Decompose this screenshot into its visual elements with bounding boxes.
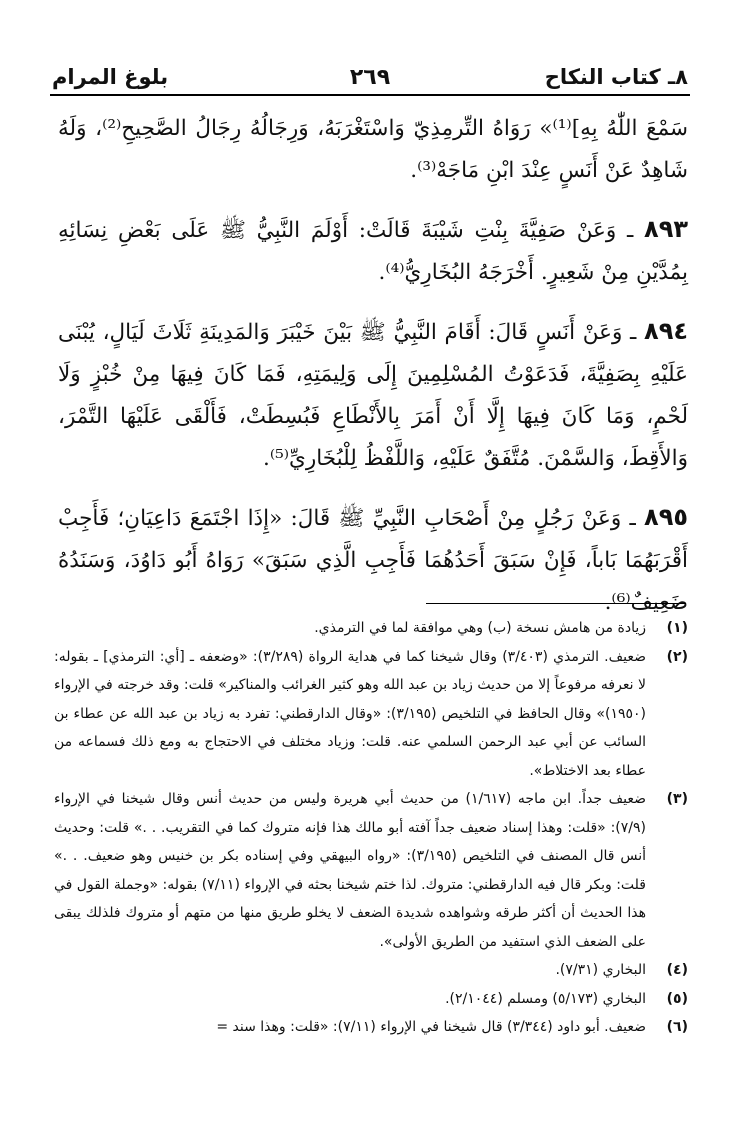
footnote-2 — [54, 643, 688, 786]
main-text — [58, 108, 688, 624]
footnote-divider — [426, 603, 686, 604]
footnote-text: زيادة من هامش نسخة (ب) وهي موافقة لما في الترمذي. — [314, 620, 646, 636]
paragraph-text: ـ وَعَنْ صَفِيَّةَ بِنْتِ شَيْبَةَ قَالَتْ: أَوْلَمَ النَّبِيُّ ﷺ عَلَى بَعْضِ نِسَائِهِ بِمُدَّيْنِ مِنْ شَعِيرٍ. أَخْرَجَهُ البُخَارِيُّ⁽⁴⁾. — [58, 218, 688, 285]
paragraph-text: ـ وَعَنْ رَجُلٍ مِنْ أَصْحَابِ النَّبِيِّ ﷺ قَالَ: «إِذَا اجْتَمَعَ دَاعِيَانِ؛ فَأَجِبْ أَقْرَبَهُمَا بَاباً، فَإِنْ سَبَقَ أَحَدُهُمَا فَأَجِبِ الَّذِي سَبَقَ» رَوَاهُ أَبُو دَاوُدَ، وَسَنَدُهُ ضَعِيفٌ⁽⁶⁾. — [58, 506, 688, 615]
footnotes — [54, 614, 688, 1042]
hadith-number: ٨٩٤ — [644, 317, 688, 345]
footnote-3 — [54, 785, 688, 956]
hadith-number: ٨٩٣ — [644, 215, 688, 243]
footnote-text: البخاري (٥/١٧٣) ومسلم (٢/١٠٤٤). — [445, 990, 646, 1007]
book-title: بلوغ المرام — [52, 65, 169, 89]
hadith-893 — [58, 208, 688, 294]
footnote-number: (١) — [666, 620, 688, 636]
paragraph-text: سَمْعَ اللّٰهُ بِهِ]⁽¹⁾» رَوَاهُ التِّرمِذِيّ وَاسْتَغْرَبَهُ، وَرِجَالُهُ رِجَالُ الصَّحِيحِ⁽²⁾، وَلَهُ شَاهِدٌ عَنْ أَنَسٍ عِنْدَ ابْنِ مَاجَهْ⁽³⁾. — [58, 116, 689, 183]
footnote-number: (٢) — [666, 648, 688, 665]
hadith-895 — [58, 496, 688, 624]
footnote-text: ضعيف. أبو داود (٣/٣٤٤) قال شيخنا في الإرواء (٧/١١): «قلت: وهذا سند = — [216, 1019, 646, 1035]
hadith-894 — [58, 310, 688, 480]
footnote-number: (٤) — [666, 962, 688, 978]
hadith-number: ٨٩٥ — [644, 503, 688, 531]
footnote-text: البخاري (٧/٣١). — [555, 962, 646, 978]
footnote-4 — [54, 956, 688, 985]
header-divider — [50, 94, 690, 96]
paragraph-text: ـ وَعَنْ أَنَسٍ قَالَ: أَقَامَ النَّبِيُّ ﷺ بَيْنَ خَيْبَرَ وَالمَدِينَةِ ثَلَاثَ لَيَالٍ، يُبْنَى عَلَيْهِ بِصَفِيَّةَ، فَدَعَوْتُ المُسْلِمِينَ إِلَى وَلِيمَتِهِ، فَمَا كَانَ فِيهَا مِنْ خُبْزٍ وَلَا لَحْمٍ، وَمَا كَانَ فِيهَا إِلَّا أَنْ أَمَرَ بِالأَنْطَاعِ فَبُسِطَتْ، فَأَلْقَى عَلَيْهَا التَّمْرَ، وَالأَقِطَ، وَالسَّمْنَ. مُتَّفَقٌ عَلَيْهِ، وَاللَّفْظُ لِلْبُخَارِيِّ⁽⁵⁾. — [58, 320, 688, 471]
footnote-number: (٣) — [666, 791, 688, 807]
page-header — [52, 62, 688, 92]
chapter-title: ٨ـ كتاب النكاح — [544, 65, 688, 89]
footnote-6 — [54, 1013, 688, 1042]
footnote-number: (٦) — [666, 1019, 688, 1035]
page-number: ٢٦٩ — [349, 64, 391, 90]
footnote-5 — [54, 985, 688, 1014]
footnote-text: ضعيف. الترمذي (٣/٤٠٣) وقال شيخنا كما في هداية الرواة (٣/٢٨٩): «وضعفه ـ [أي: الترمذي] ـ بقوله: لا نعرفه مرفوعاً إلا من حديث زياد بن عبد الله وهو كثير الغرائب والمناكير» قلت: وقد خرجته في الإرواء (١٩٥٠)» وقال الحافظ في التلخيص (٣/١٩٥): «وقال الدارقطني: تفرد به زياد بن عبد الله عن عطاء بن السائب عن أبي عبد الرحمن السلمي عنه. قلت: وزياد مختلف في الاحتجاج به ومع ذلك فسماعه من عطاء بعد الاختلاط». — [54, 648, 646, 779]
footnote-1 — [54, 614, 688, 643]
footnote-number: (٥) — [666, 990, 688, 1007]
paragraph-continuation — [58, 108, 688, 192]
footnote-text: ضعيف جداً. ابن ماجه (١/٦١٧) من حديث أبي هريرة وليس من حديث أنس وقال شيخنا في الإرواء (٧/٩): «قلت: وهذا إسناد ضعيف جداً آفته أبو مالك هذا فإنه متروك كما في التقريب. . .» قلت: وحديث أنس قال المصنف في التلخيص (٣/١٩٥): «رواه البيهقي وفي إسناده بكر بن خنيس وهو ضعيف. . .» قلت: وبكر قال فيه الدارقطني: متروك. لذا ختم شيخنا بحثه في الإرواء (٧/١١) بقوله: «وجملة القول في هذا الحديث أن أكثر طرقه وشواهده شديدة الضعف لا يخلو طريق منها من متهم أو متروك فلذلك يبقى على الضعف الذي استفيد من الطريق الأولى». — [53, 791, 647, 950]
